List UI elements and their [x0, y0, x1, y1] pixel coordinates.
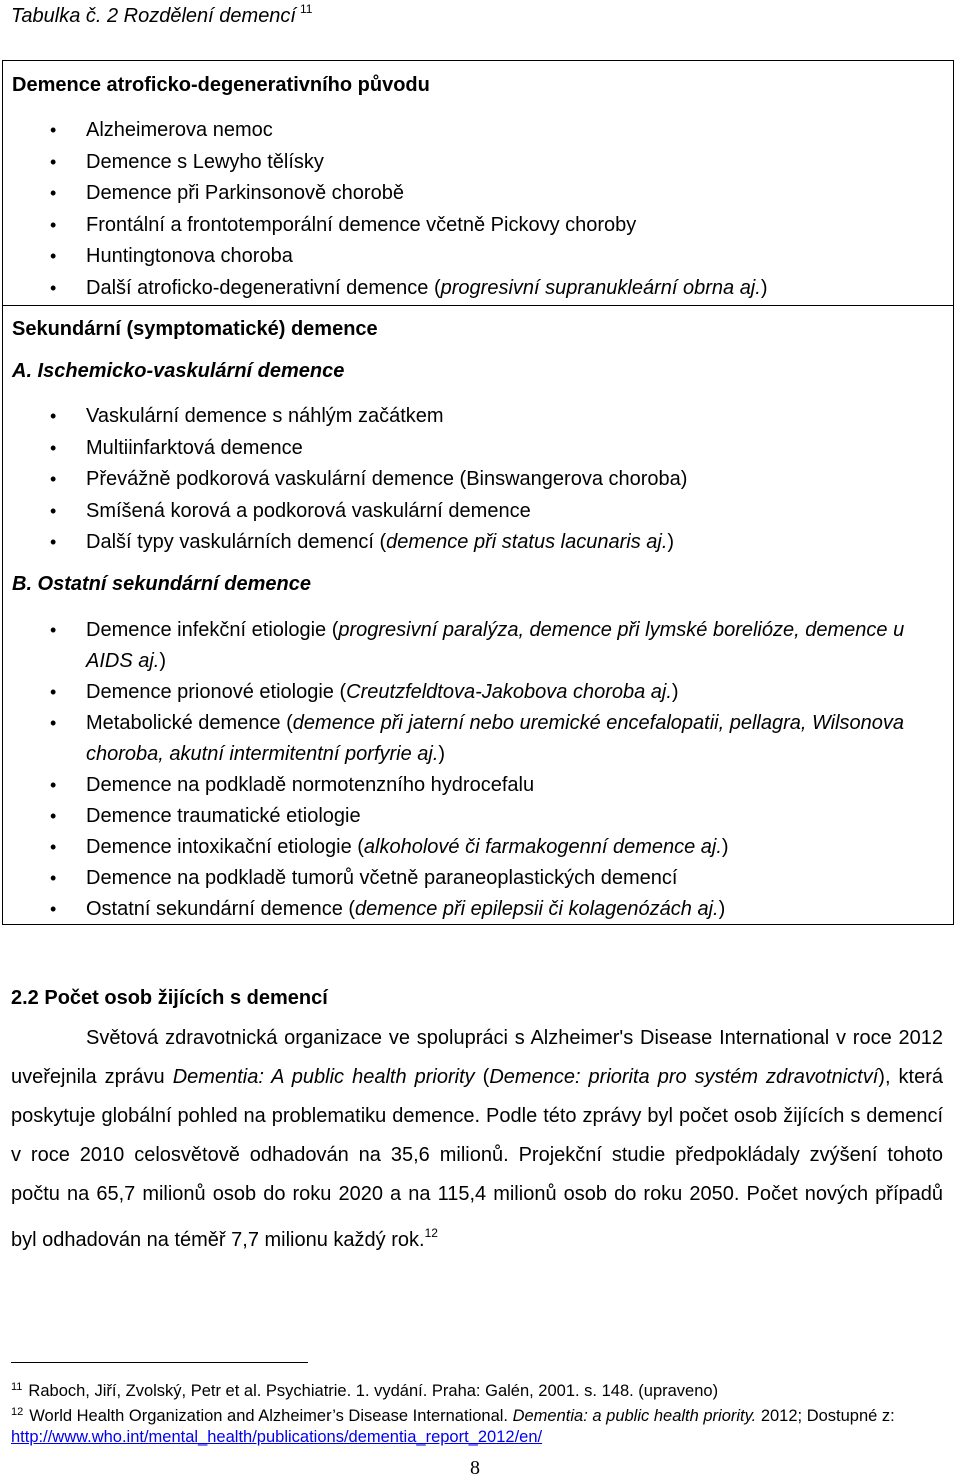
primary-dementia-heading: Demence atroficko-degenerativního původu	[12, 74, 430, 96]
list-item: • Demence s Lewyho tělísky	[3, 147, 943, 179]
paragraph-footnote-ref: 12	[424, 1226, 438, 1241]
footnotes	[11, 1377, 951, 1448]
list-item: • Demence prionové etiologie (Creutzfeldtova-Jakobova choroba aj.)	[3, 677, 943, 708]
table-divider	[3, 305, 953, 306]
list-item: • Alzheimerova nemoc	[3, 115, 943, 147]
list-item: • Ostatní sekundární demence (demence při epilepsii či kolagenózách aj.)	[3, 894, 943, 925]
list-item: • Vaskulární demence s náhlým začátkem	[3, 401, 943, 433]
who-report-link[interactable]: http://www.who.int/mental_health/publications/dementia_report_2012/en/	[11, 1428, 543, 1446]
caption-footnote-ref: 11	[300, 2, 313, 16]
list-item: • Další typy vaskulárních demencí (demence při status lacunaris aj.)	[3, 527, 943, 559]
footnote-12: $^{12}$ World Health Organization and Alzheimer’s Disease International. Dementia: a public health priority. 2012; Dostupné z: http://www.who.int/mental_health/publications/dementia_report_2012/en/	[11, 1406, 895, 1446]
group-b-list	[3, 615, 943, 925]
list-item: • Multiinfarktová demence	[3, 433, 943, 465]
list-item: • Huntingtonova choroba	[3, 241, 943, 273]
primary-dementia-list	[3, 115, 943, 304]
dementia-classification-table	[2, 60, 954, 925]
list-item: • Demence při Parkinsonově chorobě	[3, 178, 943, 210]
list-item: • Další atroficko-degenerativní demence (progresivní supranukleární obrna aj.)	[3, 273, 943, 305]
report-title-czech: Demence: priorita pro systém zdravotnictví	[489, 1066, 879, 1089]
list-item: • Demence traumatické etiologie	[3, 801, 943, 832]
list-item: • Demence intoxikační etiologie (alkoholové či farmakogenní demence aj.)	[3, 832, 943, 863]
secondary-dementia-heading: Sekundární (symptomatické) demence	[12, 318, 378, 340]
list-item: • Demence na podkladě normotenzního hydrocefalu	[3, 770, 943, 801]
footnote-11: $^{11}$ Raboch, Jiří, Zvolský, Petr et al. Psychiatrie. 1. vydání. Praha: Galén, 2001. s. 148. (upraveno)	[11, 1381, 719, 1400]
list-item: • Smíšená korová a podkorová vaskulární demence	[3, 496, 943, 528]
list-item: • Demence infekční etiologie (progresivní paralýza, demence při lymské borelióze, demence u AIDS aj.)	[3, 615, 943, 677]
footnote-separator	[11, 1362, 308, 1363]
table-caption: Tabulka č. 2 Rozdělení demencí $^{11}$	[11, 2, 313, 27]
list-item: • Metabolické demence (demence při jaterní nebo uremické encefalopatii, pellagra, Wilsonova choroba, akutní intermitentní porfyrie aj.)	[3, 708, 943, 770]
report-title: Dementia: A public health priority	[172, 1066, 475, 1089]
group-a-list	[3, 401, 943, 559]
list-item: • Převážně podkorová vaskulární demence (Binswangerova choroba)	[3, 464, 943, 496]
list-item: • Frontální a frontotemporální demence včetně Pickovy choroby	[3, 210, 943, 242]
section-paragraph: Světová zdravotnická organizace ve spolupráci s Alzheimer's Disease International v roce 2012 uveřejnila zprávu Dementia: A public health priority (Demence: priorita pro systém zdravotnictví), která poskytuje globální pohled na problematiku demence. Podle této zprávy byl počet osob žijících s demencí v roce 2010 celosvětově odhadován na 35,6 milionů. Projekční studie předpokládaly zvýšení tohoto počtu na 65,7 milionů osob do roku 2020 a na 115,4 milionů osob do roku 2050. Počet nových případů byl odhadován na téměř 7,7 milionu každý rok.$^{12}$	[11, 1027, 944, 1252]
group-b-heading: B. Ostatní sekundární demence	[12, 573, 311, 595]
list-item: • Demence na podkladě tumorů včetně paraneoplastických demencí	[3, 863, 943, 894]
page-number: 8	[470, 1457, 480, 1479]
group-a-heading: A. Ischemicko-vaskulární demence	[12, 360, 345, 382]
section-heading: 2.2 Počet osob žijících s demencí	[11, 987, 328, 1009]
